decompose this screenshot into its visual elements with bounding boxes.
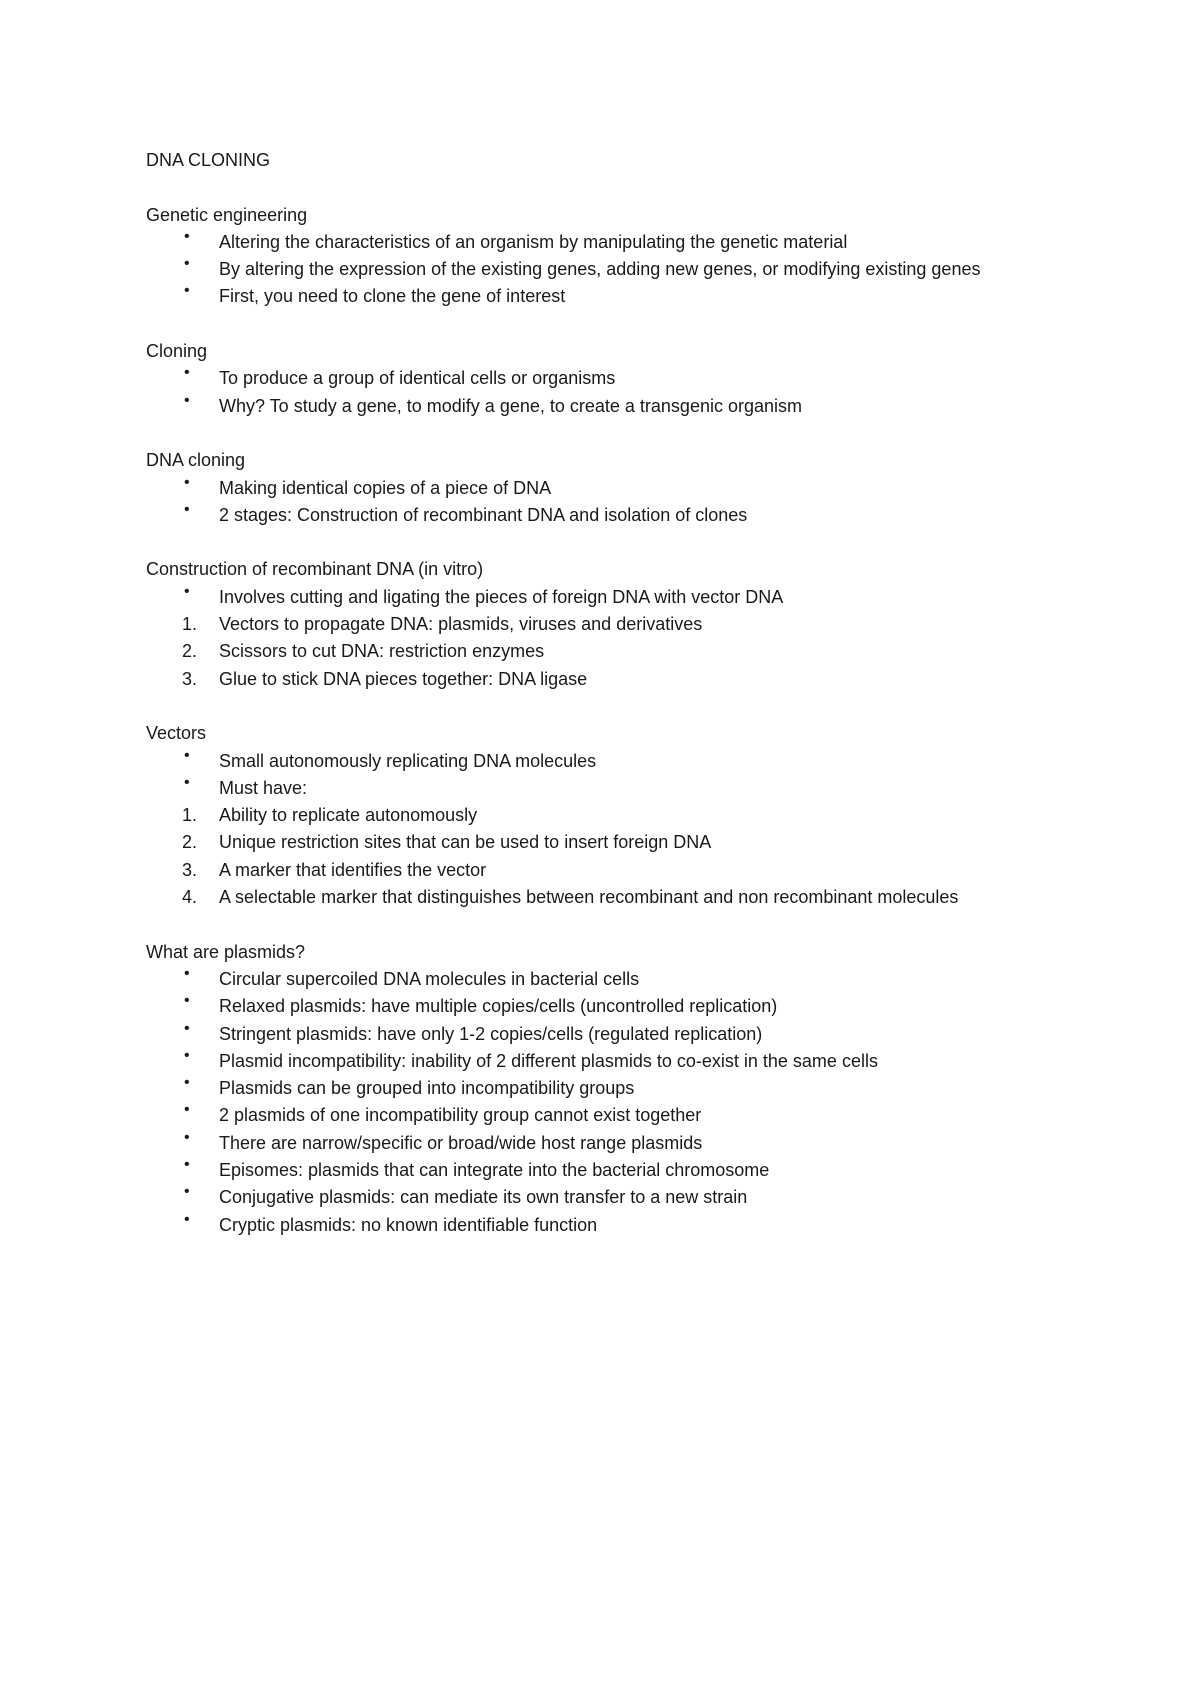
list-item bbox=[146, 1048, 1046, 1075]
list-item-text: There are narrow/specific or broad/wide host range plasmids bbox=[219, 1132, 703, 1153]
document-body bbox=[146, 147, 1046, 1239]
list-item-text: Small autonomously replicating DNA molecules bbox=[219, 750, 597, 771]
list-item bbox=[146, 884, 1046, 911]
number-marker: 2. bbox=[182, 832, 198, 853]
list-item-text: To produce a group of identical cells or organisms bbox=[219, 368, 616, 389]
bullet-marker: • bbox=[184, 1210, 190, 1228]
section-list bbox=[146, 475, 1046, 530]
list-item bbox=[146, 256, 1046, 283]
number-marker: 4. bbox=[182, 887, 198, 908]
bullet-marker: • bbox=[184, 1074, 190, 1092]
section-heading: Vectors bbox=[146, 723, 207, 744]
list-item bbox=[146, 1102, 1046, 1129]
list-item-text: Must have: bbox=[219, 777, 308, 798]
section-heading: DNA cloning bbox=[146, 450, 246, 471]
list-item-text: Conjugative plasmids: can mediate its own transfer to a new strain bbox=[219, 1187, 748, 1208]
section bbox=[146, 556, 1046, 692]
section-heading: Cloning bbox=[146, 341, 208, 362]
list-item bbox=[146, 638, 1046, 665]
bullet-marker: • bbox=[184, 1183, 190, 1201]
list-item-text: Circular supercoiled DNA molecules in bacterial cells bbox=[219, 968, 640, 989]
list-item-text: A marker that identifies the vector bbox=[219, 859, 487, 880]
section bbox=[146, 202, 1046, 311]
list-item bbox=[146, 393, 1046, 420]
list-item-text: Making identical copies of a piece of DNA bbox=[219, 477, 552, 498]
section bbox=[146, 720, 1046, 911]
list-item-text: 2 plasmids of one incompatibility group cannot exist together bbox=[219, 1105, 702, 1126]
list-item-text: Relaxed plasmids: have multiple copies/cells (uncontrolled replication) bbox=[219, 996, 778, 1017]
list-item-text: Unique restriction sites that can be used to insert foreign DNA bbox=[219, 832, 712, 853]
section-list bbox=[146, 584, 1046, 693]
list-item-text: First, you need to clone the gene of interest bbox=[219, 286, 566, 307]
number-marker: 1. bbox=[182, 805, 198, 826]
section-list bbox=[146, 365, 1046, 420]
bullet-marker: • bbox=[184, 227, 190, 245]
list-item bbox=[146, 1184, 1046, 1211]
list-item bbox=[146, 229, 1046, 256]
list-item bbox=[146, 584, 1046, 611]
list-item bbox=[146, 802, 1046, 829]
section bbox=[146, 939, 1046, 1239]
list-item bbox=[146, 502, 1046, 529]
bullet-marker: • bbox=[184, 964, 190, 982]
section bbox=[146, 338, 1046, 420]
bullet-marker: • bbox=[184, 1155, 190, 1173]
number-marker: 3. bbox=[182, 668, 198, 689]
section-heading: Construction of recombinant DNA (in vitro) bbox=[146, 559, 484, 580]
list-item-text: Vectors to propagate DNA: plasmids, viruses and derivatives bbox=[219, 614, 703, 635]
bullet-marker: • bbox=[184, 746, 190, 764]
number-marker: 1. bbox=[182, 614, 198, 635]
document-title: DNA CLONING bbox=[146, 150, 271, 170]
list-item bbox=[146, 748, 1046, 775]
list-item bbox=[146, 1075, 1046, 1102]
bullet-marker: • bbox=[184, 364, 190, 382]
bullet-marker: • bbox=[184, 282, 190, 300]
section bbox=[146, 447, 1046, 529]
sections-container bbox=[146, 202, 1046, 1239]
list-item bbox=[146, 993, 1046, 1020]
bullet-marker: • bbox=[184, 255, 190, 273]
section-heading: Genetic engineering bbox=[146, 204, 308, 225]
section-list bbox=[146, 748, 1046, 912]
section-list bbox=[146, 966, 1046, 1239]
bullet-marker: • bbox=[184, 1046, 190, 1064]
list-item-text: A selectable marker that distinguishes between recombinant and non recombinant molecules bbox=[219, 887, 959, 908]
bullet-marker: • bbox=[184, 1101, 190, 1119]
list-item bbox=[146, 1021, 1046, 1048]
list-item bbox=[146, 966, 1046, 993]
list-item bbox=[146, 775, 1046, 802]
list-item bbox=[146, 611, 1046, 638]
list-item bbox=[146, 1157, 1046, 1184]
list-item-text: Involves cutting and ligating the pieces of foreign DNA with vector DNA bbox=[219, 586, 784, 607]
list-item-text: Cryptic plasmids: no known identifiable function bbox=[219, 1214, 598, 1235]
list-item-text: 2 stages: Construction of recombinant DNA and isolation of clones bbox=[219, 504, 748, 525]
list-item-text: Why? To study a gene, to modify a gene, to create a transgenic organism bbox=[219, 395, 802, 416]
bullet-marker: • bbox=[184, 582, 190, 600]
list-item bbox=[146, 1212, 1046, 1239]
list-item-text: By altering the expression of the existing genes, adding new genes, or modifying existing genes bbox=[219, 259, 981, 280]
list-item-text: Ability to replicate autonomously bbox=[219, 805, 478, 826]
section-heading: What are plasmids? bbox=[146, 941, 306, 962]
list-item bbox=[146, 1130, 1046, 1157]
bullet-marker: • bbox=[184, 992, 190, 1010]
list-item-text: Stringent plasmids: have only 1-2 copies/cells (regulated replication) bbox=[219, 1023, 763, 1044]
list-item bbox=[146, 365, 1046, 392]
bullet-marker: • bbox=[184, 1128, 190, 1146]
list-item-text: Glue to stick DNA pieces together: DNA ligase bbox=[219, 668, 588, 689]
list-item bbox=[146, 829, 1046, 856]
list-item-text: Scissors to cut DNA: restriction enzymes bbox=[219, 641, 545, 662]
bullet-marker: • bbox=[184, 473, 190, 491]
number-marker: 2. bbox=[182, 641, 198, 662]
list-item bbox=[146, 283, 1046, 310]
list-item-text: Episomes: plasmids that can integrate into the bacterial chromosome bbox=[219, 1159, 770, 1180]
bullet-marker: • bbox=[184, 773, 190, 791]
list-item bbox=[146, 666, 1046, 693]
bullet-marker: • bbox=[184, 391, 190, 409]
list-item-text: Plasmids can be grouped into incompatibility groups bbox=[219, 1078, 635, 1099]
list-item bbox=[146, 475, 1046, 502]
list-item bbox=[146, 857, 1046, 884]
bullet-marker: • bbox=[184, 1019, 190, 1037]
bullet-marker: • bbox=[184, 500, 190, 518]
section-list bbox=[146, 229, 1046, 311]
list-item-text: Plasmid incompatibility: inability of 2 different plasmids to co-exist in the same cells bbox=[219, 1050, 878, 1071]
list-item-text: Altering the characteristics of an organism by manipulating the genetic material bbox=[219, 231, 848, 252]
number-marker: 3. bbox=[182, 859, 198, 880]
